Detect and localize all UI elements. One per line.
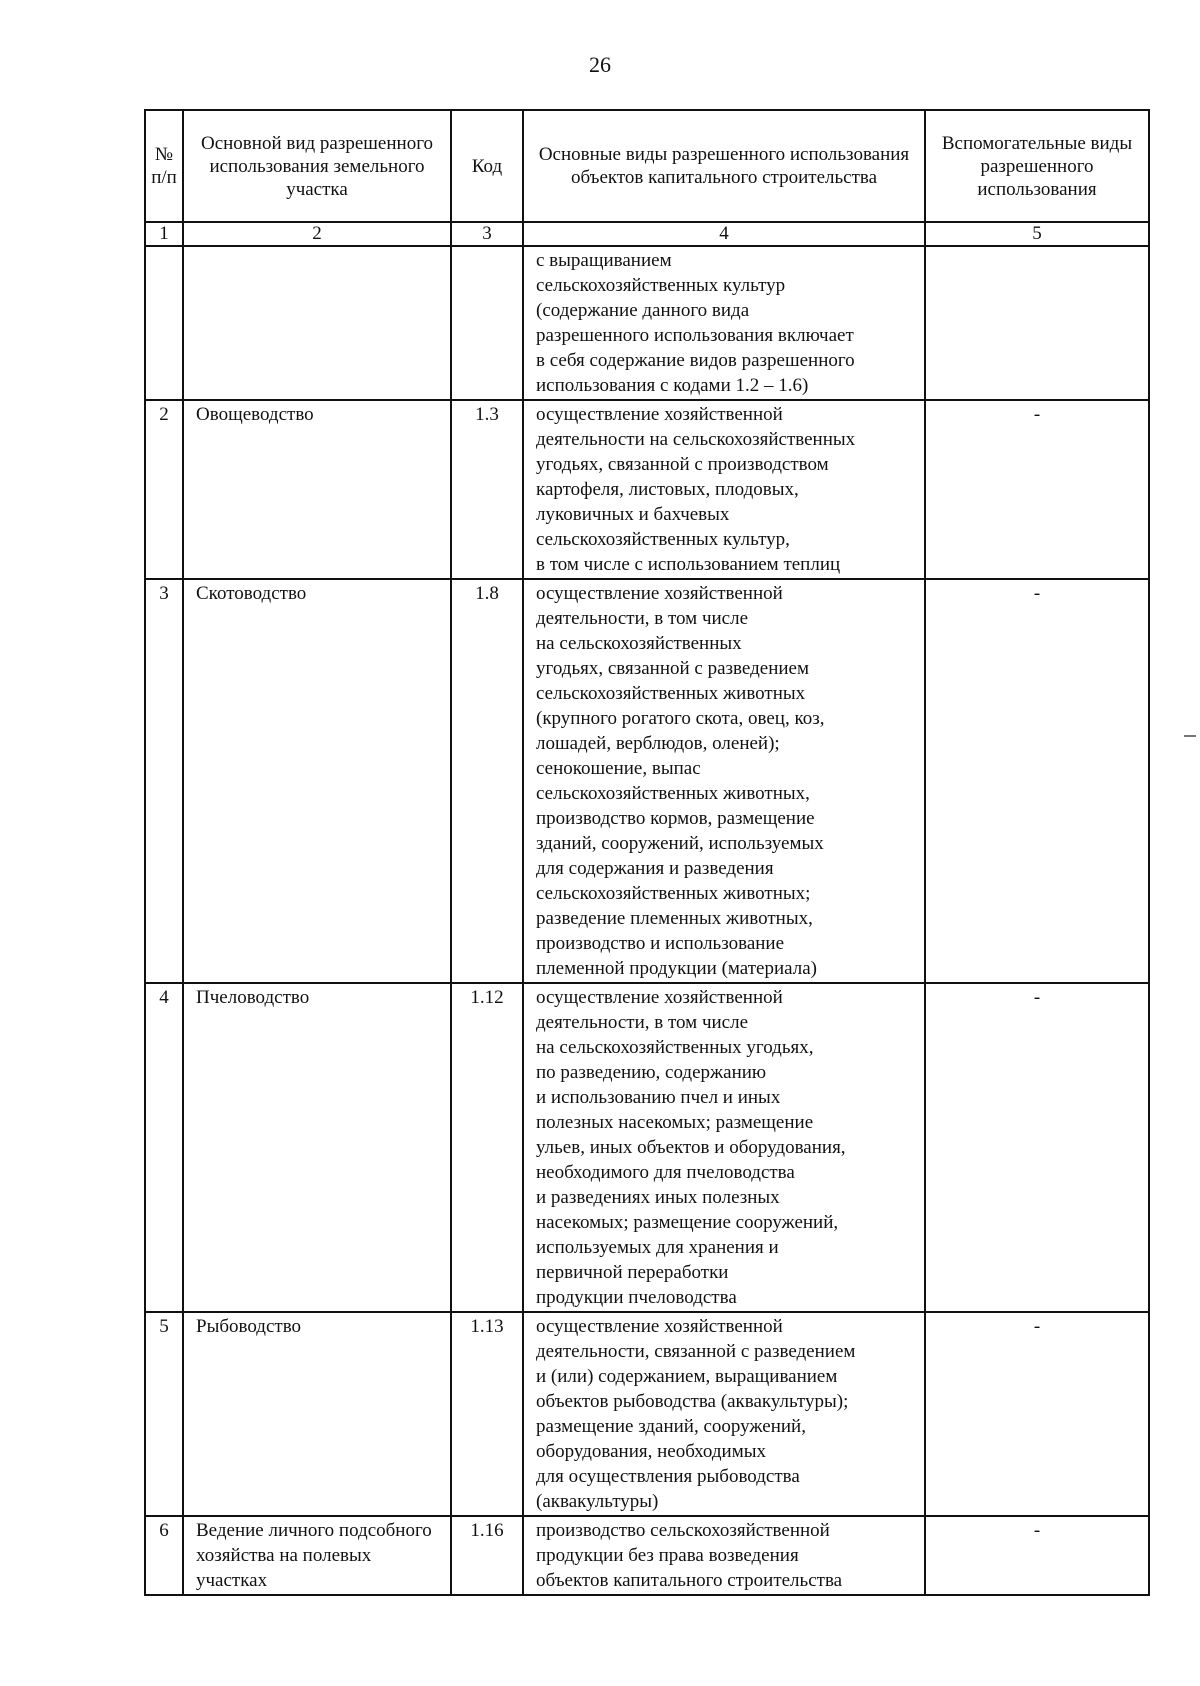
header-main-construction-use: Основные виды разрешенного использования объектов капитального строительства [523, 110, 925, 222]
table-row [145, 246, 1149, 400]
main-use-description: осуществление хозяйственной деятельности, в том числе на сельскохозяйственных угодьях, по разведению, содержанию и использованию пчел и иных полезных насекомых; размещение ульев, иных объектов и оборудования, необходимого для пчеловодства и разведениях иных полезных насекомых; размещение сооружений, используемых для хранения и первичной переработки продукции пчеловодства [523, 983, 925, 1312]
row-number: 2 [145, 400, 183, 579]
land-use-name: Рыбоводство [183, 1312, 451, 1516]
auxiliary-use: - [925, 400, 1149, 579]
land-use-name: Ведение личного подсобного хозяйства на полевых участках [183, 1516, 451, 1595]
table-header-row [145, 110, 1149, 222]
column-number: 5 [925, 222, 1149, 246]
column-number-row [145, 222, 1149, 246]
land-use-code: 1.12 [451, 983, 523, 1312]
table-row [145, 579, 1149, 983]
column-number: 4 [523, 222, 925, 246]
column-number: 2 [183, 222, 451, 246]
table-row [145, 400, 1149, 579]
land-use-code: 1.16 [451, 1516, 523, 1595]
land-use-table [144, 109, 1150, 1596]
header-main-land-use: Основной вид разрешенного использования земельного участка [183, 110, 451, 222]
auxiliary-use: - [925, 1312, 1149, 1516]
main-use-description: осуществление хозяйственной деятельности, в том числе на сельскохозяйственных угодьях, связанной с разведением сельскохозяйственных животных (крупного рогатого скота, овец, коз, лошадей, верблюдов, оленей); сенокошение, выпас сельскохозяйственных животных, производство кормов, размещение зданий, сооружений, используемых для содержания и разведения сельскохозяйственных животных; разведение племенных животных, производство и использование племенной продукции (материала) [523, 579, 925, 983]
header-code: Код [451, 110, 523, 222]
header-auxiliary-use: Вспомогательные виды разрешенного использования [925, 110, 1149, 222]
auxiliary-use: - [925, 983, 1149, 1312]
row-number: 3 [145, 579, 183, 983]
main-use-description: производство сельскохозяйственной продукции без права возведения объектов капитального строительства [523, 1516, 925, 1595]
land-use-code: 1.3 [451, 400, 523, 579]
row-number [145, 246, 183, 400]
table-row [145, 1312, 1149, 1516]
land-use-name: Скотоводство [183, 579, 451, 983]
row-number: 4 [145, 983, 183, 1312]
main-use-description: осуществление хозяйственной деятельности на сельскохозяйственных угодьях, связанной с производством картофеля, листовых, плодовых, луковичных и бахчевых сельскохозяйственных культур, в том числе с использованием теплиц [523, 400, 925, 579]
table-row [145, 983, 1149, 1312]
land-use-code: 1.13 [451, 1312, 523, 1516]
column-number: 3 [451, 222, 523, 246]
land-use-name [183, 246, 451, 400]
auxiliary-use: - [925, 579, 1149, 983]
table-row [145, 1516, 1149, 1595]
main-use-description: осуществление хозяйственной деятельности, связанной с разведением и (или) содержанием, выращиванием объектов рыбоводства (аквакультуры); размещение зданий, сооружений, оборудования, необходимых для осуществления рыбоводства (аквакультуры) [523, 1312, 925, 1516]
page-number: 26 [589, 52, 611, 77]
main-use-description: с выращиванием сельскохозяйственных культур (содержание данного вида разрешенного использования включает в себя содержание видов разрешенного использования с кодами 1.2 – 1.6) [523, 246, 925, 400]
land-use-code [451, 246, 523, 400]
auxiliary-use: - [925, 1516, 1149, 1595]
row-number: 6 [145, 1516, 183, 1595]
land-use-name: Овощеводство [183, 400, 451, 579]
header-number: № п/п [145, 110, 183, 222]
land-use-code: 1.8 [451, 579, 523, 983]
scan-margin-mark [1184, 735, 1196, 737]
land-use-name: Пчеловодство [183, 983, 451, 1312]
column-number: 1 [145, 222, 183, 246]
auxiliary-use [925, 246, 1149, 400]
row-number: 5 [145, 1312, 183, 1516]
